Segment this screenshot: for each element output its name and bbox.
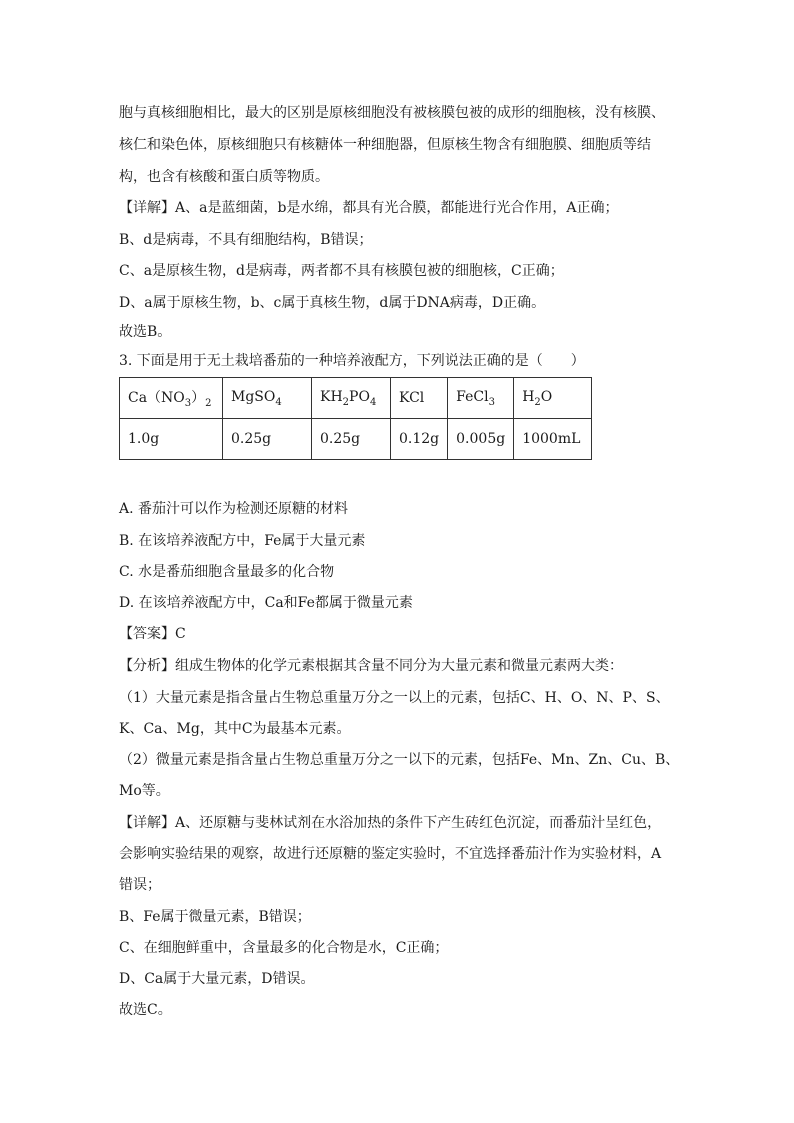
analysis-text: 组成生物体的化学元素根据其含量不同分为大量元素和微量元素两大类： xyxy=(175,658,623,674)
detail-tag: 【详解】 xyxy=(119,200,175,216)
nutrient-table xyxy=(119,377,592,460)
table-header-row xyxy=(120,378,592,419)
option-c: C. 水是番茄细胞含量最多的化合物 xyxy=(119,564,335,580)
table-cell: 1000mL xyxy=(514,419,592,460)
analysis-line: Mo等。 xyxy=(119,783,170,799)
table-header-cell: $H_2O$ xyxy=(514,378,592,419)
table-header-cell: MgSO$_4$ xyxy=(223,378,312,419)
analysis-tag: 【分析】 xyxy=(119,658,175,674)
table-header-cell: FeCl$_3$ xyxy=(448,378,514,419)
answer-tag: 【答案】 xyxy=(119,626,175,642)
detail2-tag: 【详解】 xyxy=(119,815,175,831)
detail-line xyxy=(119,198,619,218)
detail-line: B、d是病毒，不具有细胞结构，B错误； xyxy=(119,232,373,248)
table-cell: 0.25g xyxy=(312,419,391,460)
intro-line: 胞与真核细胞相比，最大的区别是原核细胞没有被核膜包被的成形的细胞核，没有核膜、 xyxy=(119,105,665,121)
table-header-cell: $Ca(NO_3)_2$ xyxy=(120,378,223,419)
table-cell: 1.0g xyxy=(120,419,223,460)
analysis-line xyxy=(119,656,623,676)
answer-value: C xyxy=(175,626,186,642)
question-stem: 3. 下面是用于无土栽培番茄的一种培养液配方，下列说法正确的是（ ） xyxy=(119,353,585,369)
detail-line: C、a是原核生物，d是病毒，两者都不具有核膜包被的细胞核，C正确； xyxy=(119,263,564,279)
table-cell: 0.25g xyxy=(223,419,312,460)
table-row xyxy=(120,419,592,460)
detail2-line: C、在细胞鲜重中，含量最多的化合物是水，C正确； xyxy=(119,940,449,956)
detail2-text: A、还原糖与斐林试剂在水浴加热的条件下产生砖红色沉淀，而番茄汁呈红色， xyxy=(175,815,662,831)
detail2-line: B、Fe属于微量元素，B错误； xyxy=(119,909,311,925)
detail2-line: 会影响实验结果的观察，故进行还原糖的鉴定实验时，不宜选择番茄汁作为实验材料，A xyxy=(119,846,662,862)
table-cell: 0.005g xyxy=(448,419,514,460)
intro-line: 核仁和染色体，原核细胞只有核糖体一种细胞器，但原核生物含有细胞膜、细胞质等结 xyxy=(119,137,651,153)
detail2-line: D、Ca属于大量元素，D错误。 xyxy=(119,971,315,987)
option-b: B. 在该培养液配方中，Fe属于大量元素 xyxy=(119,533,366,549)
detail-text: A、a是蓝细菌，b是水绵，都具有光合膜，都能进行光合作用，A正确； xyxy=(175,200,619,216)
table-header-cell: $KH_2PO_4$ xyxy=(312,378,391,419)
option-d: D. 在该培养液配方中，Ca和Fe都属于微量元素 xyxy=(119,595,413,611)
analysis-line: （1）大量元素是指含量占生物总重量万分之一以上的元素，包括C、H、O、N、P、S、 xyxy=(119,690,670,706)
detail-line: 故选B。 xyxy=(119,324,172,340)
analysis-line: （2）微量元素是指含量占生物总重量万分之一以下的元素，包括Fe、Mn、Zn、Cu、B、 xyxy=(119,752,680,768)
detail-line: D、a属于原核生物，b、c属于真核生物，d属于DNA病毒，D正确。 xyxy=(119,295,546,311)
answer-line xyxy=(119,624,186,644)
table-cell: 0.12g xyxy=(391,419,448,460)
analysis-line: K、Ca、Mg，其中C为最基本元素。 xyxy=(119,721,351,737)
option-a: A. 番茄汁可以作为检测还原糖的材料 xyxy=(119,501,349,517)
intro-line: 构，也含有核酸和蛋白质等物质。 xyxy=(119,169,329,185)
detail2-line: 故选C。 xyxy=(119,1002,172,1018)
detail2-line: 错误； xyxy=(119,877,161,893)
table-header-cell: KCl xyxy=(391,378,448,419)
detail2-line xyxy=(119,813,661,833)
